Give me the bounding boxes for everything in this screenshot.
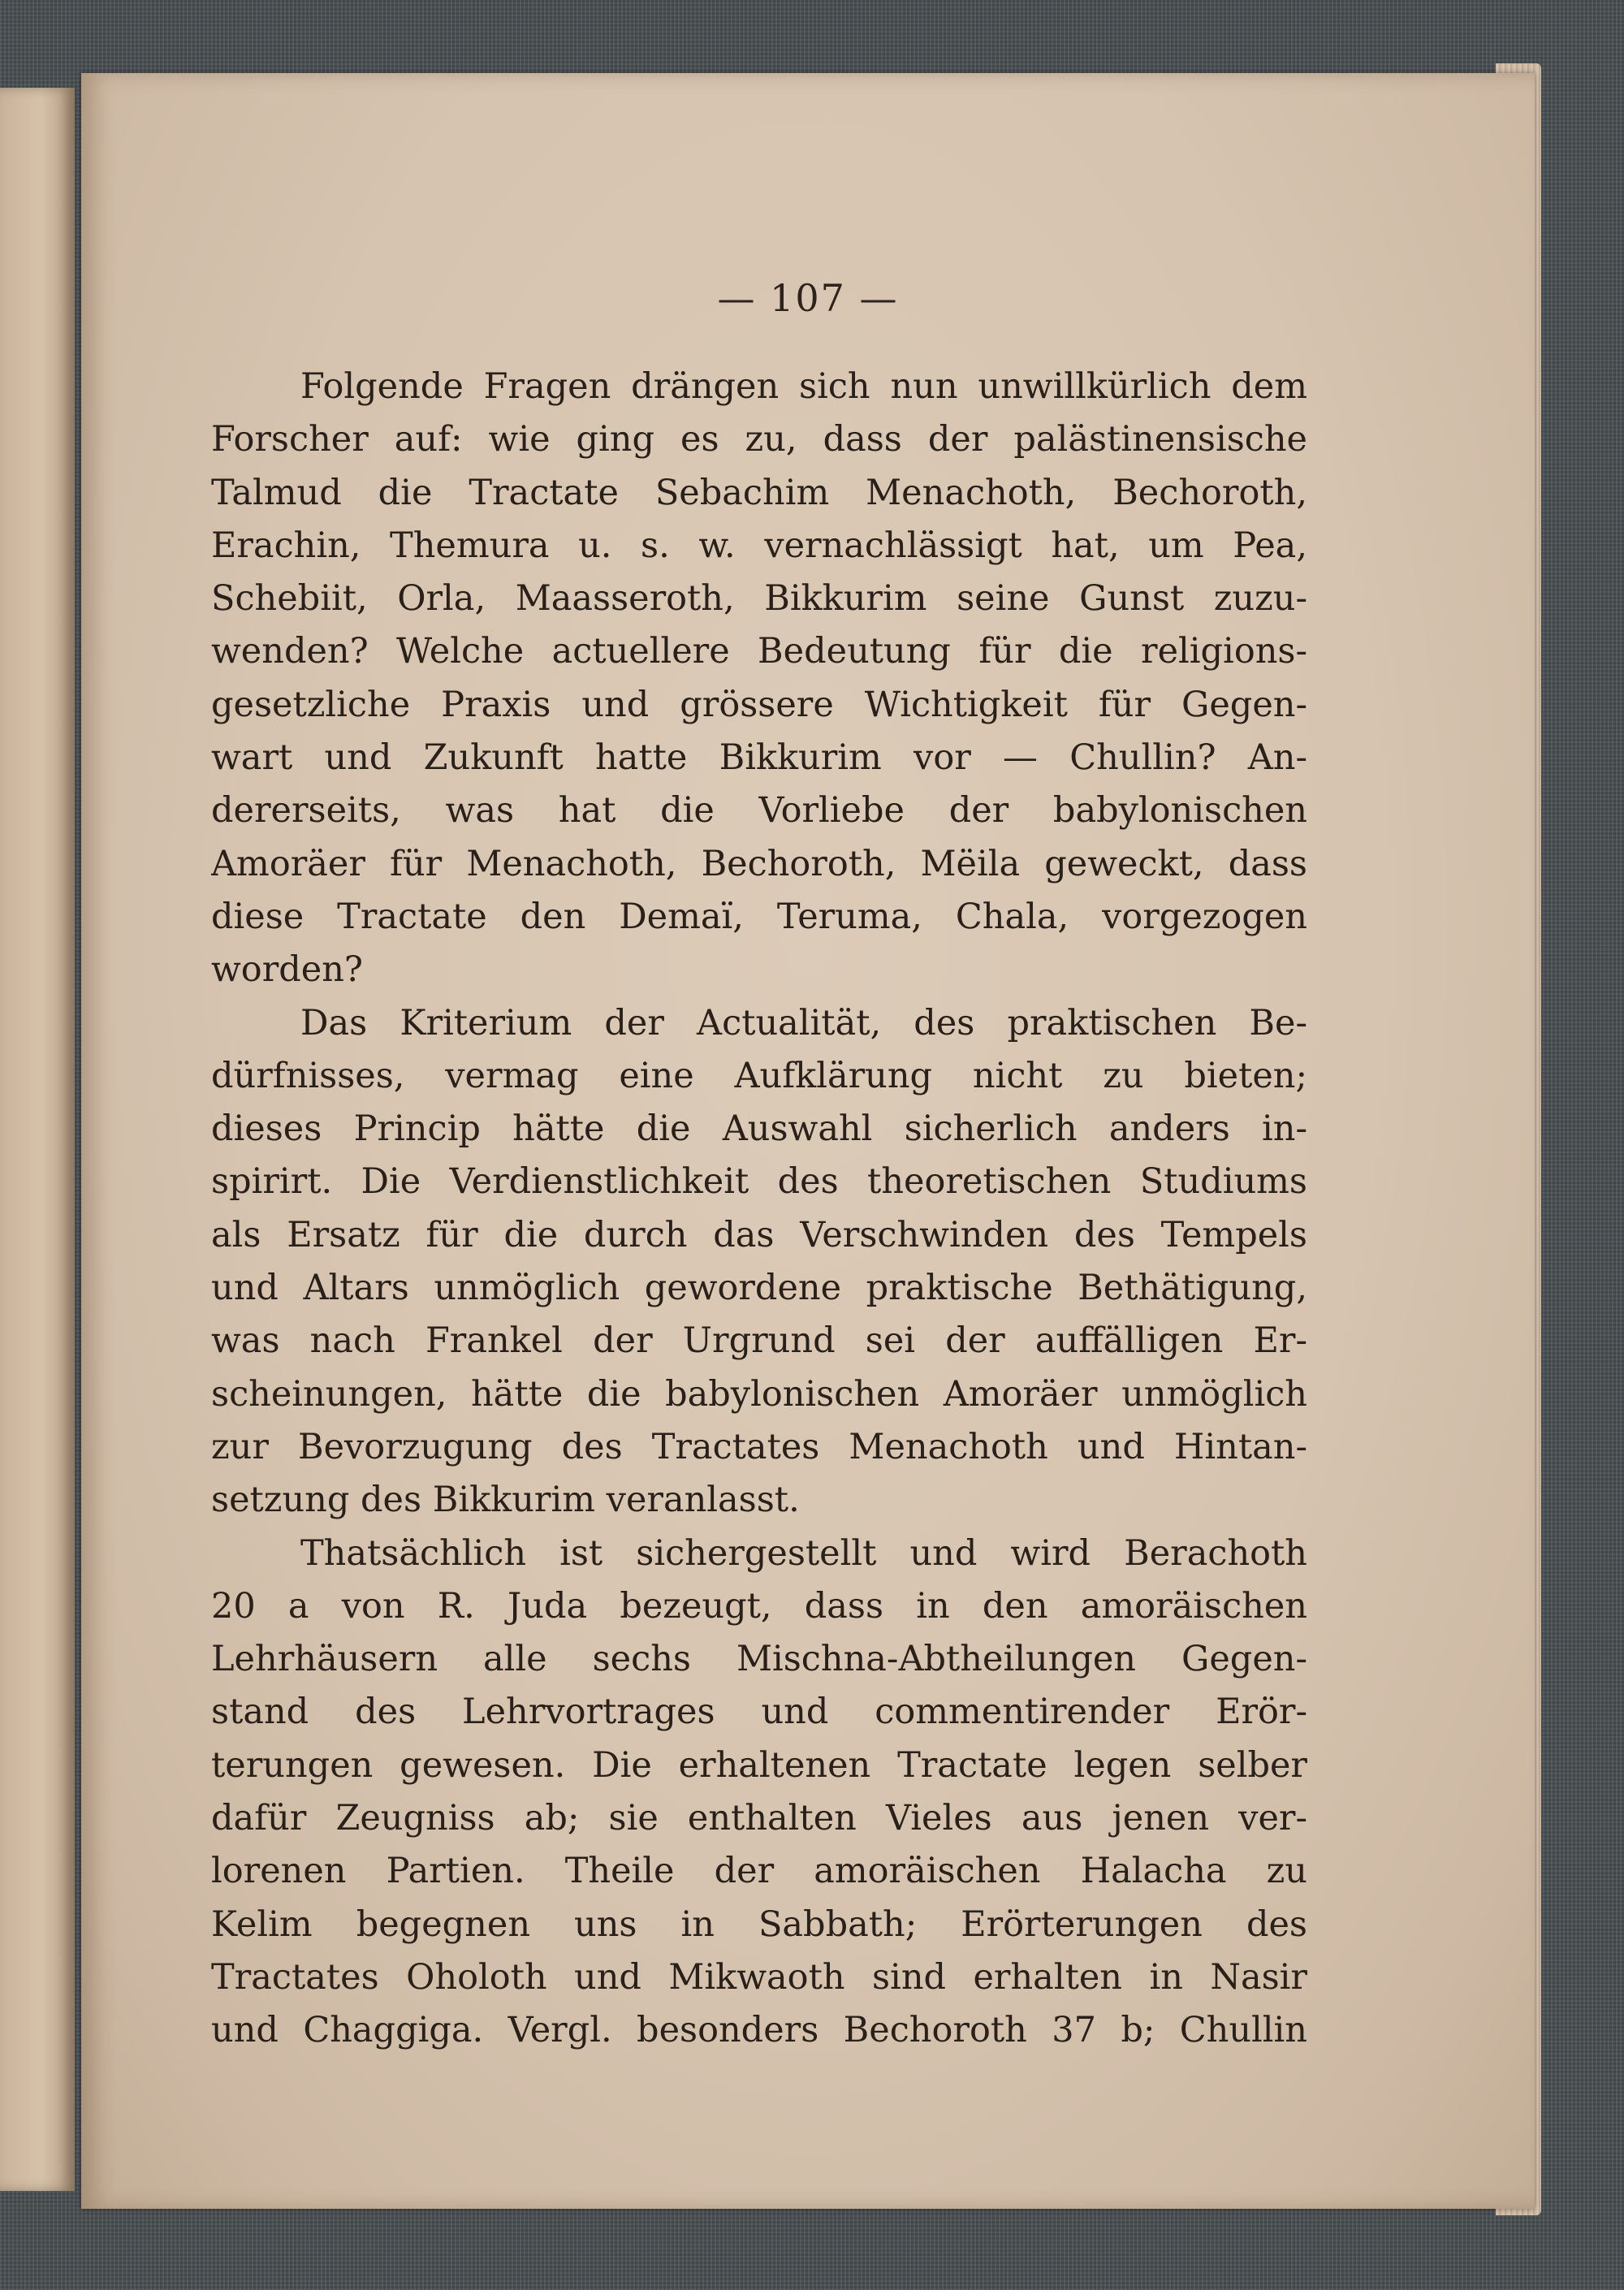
text-line: Folgende Fragen drängen sich nun unwillkürlich dem: [300, 366, 1307, 407]
text-line: Tractates Oholoth und Mikwaoth sind erhalten in Nasir: [211, 1956, 1307, 1998]
text-line: dafür Zeugniss ab; sie enthalten Vieles aus jenen ver-: [211, 1798, 1307, 1839]
text-line: wenden? Welche actuellere Bedeutung für die religions-: [211, 631, 1307, 672]
text-line: stand des Lehrvortrages und commentirender Erör-: [211, 1692, 1307, 1733]
text-line: dieses Princip hätte die Auswahl sicherlich anders in-: [211, 1108, 1307, 1150]
text-line: spirirt. Die Verdienstlichkeit des theoretischen Studiums: [211, 1161, 1307, 1203]
text-line: und Chaggiga. Vergl. besonders Bechoroth 37 b; Chullin: [211, 2010, 1307, 2051]
text-line: dererseits, was hat die Vorliebe der babylonischen: [211, 790, 1307, 832]
text-line: wart und Zukunft hatte Bikkurim vor — Chullin? An-: [211, 737, 1307, 779]
text-line: setzung des Bikkurim veranlasst.: [211, 1480, 800, 1521]
text-line: Amoräer für Menachoth, Bechoroth, Mëila geweckt, dass: [211, 843, 1307, 884]
previous-page-edge: [0, 88, 75, 2191]
text-line: gesetzliche Praxis und grössere Wichtigkeit für Gegen-: [211, 684, 1307, 725]
text-line: Talmud die Tractate Sebachim Menachoth, Bechoroth,: [211, 472, 1307, 513]
text-line: zur Bevorzugung des Tractates Menachoth und Hintan-: [211, 1426, 1307, 1467]
text-line: diese Tractate den Demaï, Teruma, Chala, vorgezogen: [211, 896, 1307, 937]
text-line: Thatsächlich ist sichergestellt und wird Berachoth: [300, 1532, 1307, 1574]
text-line: lorenen Partien. Theile der amoräischen Halacha zu: [211, 1851, 1307, 1892]
text-line: und Altars unmöglich gewordene praktische Bethätigung,: [211, 1268, 1307, 1309]
text-line: terungen gewesen. Die erhaltenen Tractate legen selber: [211, 1744, 1307, 1786]
text-line: Kelim begegnen uns in Sabbath; Erörterungen des: [211, 1903, 1307, 1945]
text-line: Schebiit, Orla, Maasseroth, Bikkurim seine Gunst zuzu-: [211, 578, 1307, 620]
text-line: Erachin, Themura u. s. w. vernachlässigt hat, um Pea,: [211, 525, 1307, 566]
text-line: Lehrhäusern alle sechs Mischna-Abtheilungen Gegen-: [211, 1639, 1307, 1680]
text-line: scheinungen, hätte die babylonischen Amoräer unmöglich: [211, 1373, 1307, 1415]
text-line: Forscher auf: wie ging es zu, dass der palästinensische: [211, 419, 1307, 460]
book-page: [81, 73, 1535, 2209]
text-line: dürfnisses, vermag eine Aufklärung nicht zu bieten;: [211, 1055, 1307, 1096]
page-number: — 107 —: [717, 276, 899, 320]
text-line: als Ersatz für die durch das Verschwinden des Tempels: [211, 1214, 1307, 1255]
text-line: Das Kriterium der Actualität, des praktischen Be-: [300, 1002, 1307, 1043]
body-text: [211, 361, 1307, 2058]
text-line: was nach Frankel der Urgrund sei der auffälligen Er-: [211, 1320, 1307, 1362]
text-line: 20 a von R. Juda bezeugt, dass in den amoräischen: [211, 1585, 1307, 1627]
text-line: worden?: [211, 949, 363, 991]
